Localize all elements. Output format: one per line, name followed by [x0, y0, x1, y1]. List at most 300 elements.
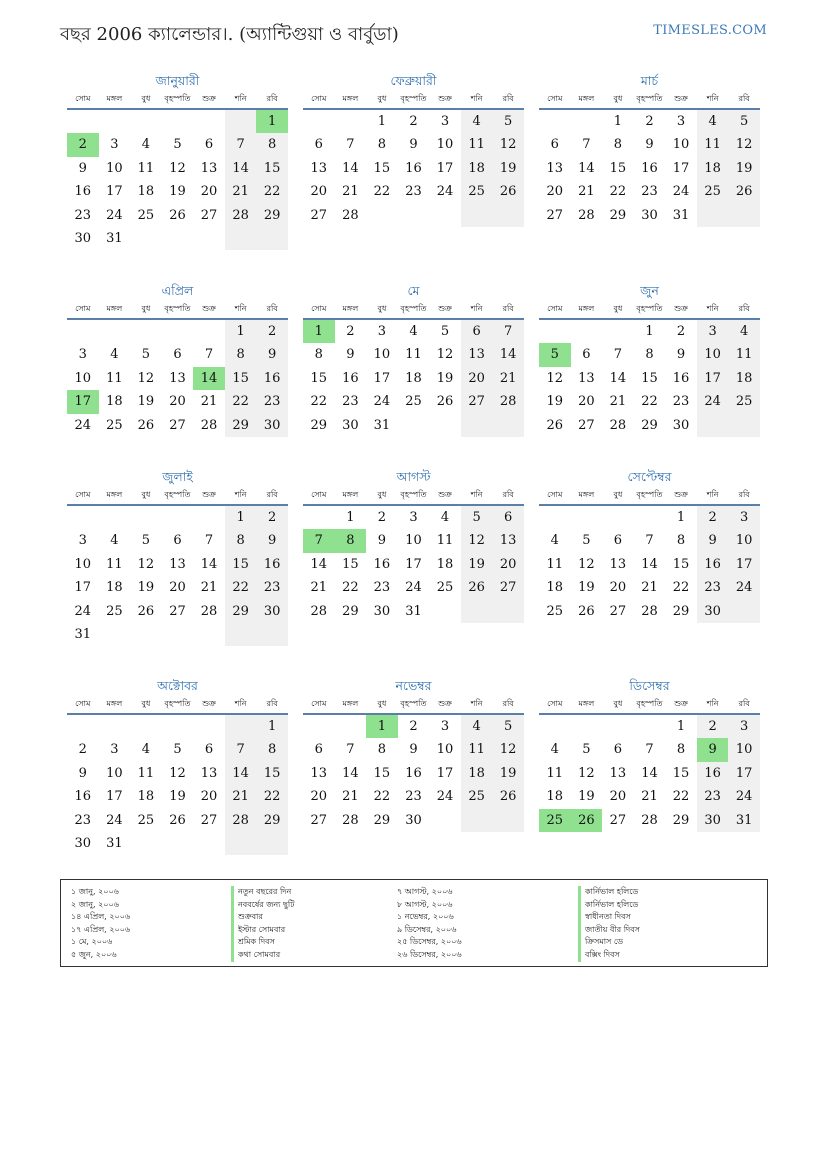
- weekday-label: মঙ্গল: [106, 94, 123, 103]
- day-cell: 16: [256, 553, 288, 576]
- weekday-label: বৃহস্পতি: [636, 94, 663, 103]
- day-cell: 22: [672, 789, 690, 805]
- empty-day-cell: [67, 506, 99, 529]
- day-cell: 7: [346, 137, 355, 153]
- day-cell: 14: [225, 157, 257, 180]
- day-cell: 23: [405, 789, 422, 805]
- day-cell: 18: [137, 789, 155, 805]
- day-cell: 14: [641, 556, 658, 572]
- empty-day-cell: [539, 320, 571, 343]
- day-cell: 28: [225, 204, 257, 227]
- legend-date: ৭ আগস্ট, ২০০৬: [397, 887, 453, 896]
- day-cell: 23: [672, 394, 690, 410]
- day-cell: 22: [342, 580, 359, 596]
- day-cell: 28: [200, 603, 218, 619]
- day-cell: 13: [310, 160, 328, 176]
- day-cell: 8: [256, 133, 288, 156]
- holiday-day-cell: 14: [193, 367, 225, 390]
- day-cell: 24: [106, 207, 123, 223]
- empty-day-cell: [256, 832, 288, 855]
- weekday-label: বুধ: [377, 94, 387, 103]
- weekday-label: শুক্র: [438, 94, 452, 103]
- empty-day-cell: [728, 414, 760, 437]
- day-cell: 19: [728, 157, 760, 180]
- week-row: [539, 576, 760, 599]
- day-cell: 22: [310, 394, 328, 410]
- day-cell: 14: [609, 370, 627, 386]
- empty-day-cell: [193, 832, 225, 855]
- day-cell: 9: [697, 529, 729, 552]
- day-cell: 25: [106, 603, 123, 619]
- day-cell: 19: [436, 370, 454, 386]
- day-cell: 31: [106, 230, 123, 246]
- day-cell: 3: [78, 347, 87, 363]
- day-cell: 8: [256, 738, 288, 761]
- empty-day-cell: [429, 600, 461, 623]
- weekday-label: রবি: [738, 94, 750, 103]
- day-cell: 10: [405, 533, 422, 549]
- day-cell: 17: [697, 367, 729, 390]
- week-row: [539, 506, 760, 529]
- day-cell: 13: [310, 765, 328, 781]
- empty-day-cell: [162, 715, 194, 738]
- month-calendar: [303, 677, 524, 832]
- day-cell: 6: [461, 320, 493, 343]
- day-cell: 24: [672, 184, 690, 200]
- day-cell: 9: [78, 765, 87, 781]
- site-link[interactable]: TIMESLES.COM: [653, 23, 767, 38]
- day-cell: 18: [106, 394, 123, 410]
- day-cell: 8: [225, 343, 257, 366]
- empty-day-cell: [492, 600, 524, 623]
- empty-day-cell: [130, 320, 162, 343]
- weekday-label: মঙ্গল: [578, 304, 595, 313]
- empty-day-cell: [571, 110, 603, 133]
- day-cell: 6: [204, 742, 214, 758]
- weekday-label: রবি: [502, 304, 514, 313]
- week-row: [303, 809, 524, 832]
- empty-day-cell: [162, 320, 194, 343]
- weekday-header: [303, 488, 524, 506]
- day-cell: 23: [697, 785, 729, 808]
- holiday-day-cell: 1: [303, 320, 335, 343]
- weekday-header: [539, 92, 760, 110]
- empty-day-cell: [67, 320, 99, 343]
- weekday-label: সোম: [311, 699, 327, 708]
- day-cell: 7: [645, 742, 654, 758]
- day-cell: 20: [310, 789, 328, 805]
- empty-day-cell: [571, 715, 603, 738]
- day-cell: 29: [342, 603, 359, 619]
- day-cell: 5: [492, 110, 524, 133]
- day-cell: 25: [106, 417, 123, 433]
- weekday-label: রবি: [738, 699, 750, 708]
- day-cell: 3: [676, 114, 686, 129]
- empty-day-cell: [728, 600, 760, 623]
- day-cell: 19: [169, 789, 186, 805]
- day-cell: 24: [106, 812, 123, 828]
- day-cell: 28: [492, 390, 524, 413]
- legend-name: কার্নিভাল হলিডে: [578, 886, 640, 899]
- weekday-label: সোম: [75, 94, 91, 103]
- day-cell: 24: [405, 580, 422, 596]
- week-row: [539, 715, 760, 738]
- empty-day-cell: [571, 320, 603, 343]
- weekday-header: [539, 697, 760, 715]
- day-cell: 6: [314, 137, 323, 153]
- legend-name: নববর্ষের জন্য ছুটি: [231, 899, 295, 912]
- month-days: [67, 320, 288, 437]
- day-cell: 11: [728, 343, 760, 366]
- empty-day-cell: [162, 832, 194, 855]
- weekday-label: বৃহস্পতি: [164, 94, 191, 103]
- day-cell: 30: [697, 809, 729, 832]
- month-name: অক্টোবর: [157, 678, 198, 693]
- day-cell: 19: [578, 789, 595, 805]
- day-cell: 13: [200, 160, 218, 176]
- day-cell: 5: [582, 742, 591, 758]
- day-cell: 29: [310, 417, 328, 433]
- holiday-day-cell: 17: [67, 390, 99, 413]
- day-cell: 19: [546, 394, 564, 410]
- day-cell: 2: [346, 324, 355, 339]
- day-cell: 12: [137, 556, 155, 572]
- day-cell: 7: [645, 533, 654, 549]
- day-cell: 29: [256, 204, 288, 227]
- weekday-label: রবি: [266, 699, 278, 708]
- day-cell: 31: [672, 207, 690, 223]
- week-row: [67, 414, 288, 437]
- day-cell: 30: [342, 417, 359, 433]
- empty-day-cell: [130, 227, 162, 250]
- weekday-label: শনি: [706, 304, 719, 313]
- day-cell: 10: [436, 742, 454, 758]
- holiday-day-cell: 1: [256, 110, 288, 133]
- weekday-label: শনি: [470, 304, 483, 313]
- day-cell: 6: [314, 742, 323, 758]
- day-cell: 28: [342, 812, 359, 828]
- empty-day-cell: [335, 715, 367, 738]
- day-cell: 17: [74, 580, 92, 596]
- month-name: ডিসেম্বর: [629, 678, 670, 693]
- day-cell: 4: [461, 715, 493, 738]
- day-cell: 17: [436, 765, 454, 781]
- empty-day-cell: [602, 320, 634, 343]
- week-row: [67, 180, 288, 203]
- day-cell: 9: [256, 529, 288, 552]
- day-cell: 30: [373, 603, 391, 619]
- weekday-label: বৃহস্পতি: [636, 699, 663, 708]
- day-cell: 29: [225, 414, 257, 437]
- day-cell: 24: [74, 603, 92, 619]
- day-cell: 12: [492, 738, 524, 761]
- day-cell: 3: [110, 742, 119, 758]
- day-cell: 9: [645, 137, 654, 153]
- legend-name: শুক্রবার: [231, 911, 295, 924]
- weekday-label: বুধ: [613, 699, 623, 708]
- day-cell: 3: [697, 320, 729, 343]
- day-cell: 5: [141, 533, 151, 549]
- day-cell: 22: [373, 789, 391, 805]
- weekday-label: মঙ্গল: [578, 94, 595, 103]
- holiday-day-cell: 2: [67, 133, 99, 156]
- weekday-label: বুধ: [377, 490, 387, 499]
- day-cell: 30: [74, 835, 92, 851]
- day-cell: 20: [546, 184, 564, 200]
- day-cell: 12: [436, 347, 454, 363]
- day-cell: 8: [645, 347, 654, 363]
- day-cell: 11: [546, 765, 564, 781]
- empty-day-cell: [602, 506, 634, 529]
- day-cell: 20: [200, 789, 218, 805]
- week-row: [67, 157, 288, 180]
- day-cell: 2: [697, 715, 729, 738]
- day-cell: 2: [409, 719, 418, 734]
- day-cell: 5: [461, 506, 493, 529]
- month-days: [539, 506, 760, 623]
- week-row: [67, 367, 288, 390]
- day-cell: 11: [106, 556, 123, 572]
- day-cell: 15: [256, 157, 288, 180]
- day-cell: 18: [137, 184, 155, 200]
- month-calendar: [67, 72, 288, 250]
- day-cell: 17: [436, 160, 454, 176]
- weekday-label: বুধ: [377, 699, 387, 708]
- day-cell: 5: [173, 137, 182, 153]
- week-row: [67, 715, 288, 738]
- day-cell: 11: [405, 347, 422, 363]
- weekday-header: [303, 302, 524, 320]
- month-calendar: [303, 468, 524, 623]
- day-cell: 15: [373, 765, 391, 781]
- weekday-label: রবি: [266, 304, 278, 313]
- day-cell: 28: [641, 603, 658, 619]
- day-cell: 21: [310, 580, 328, 596]
- day-cell: 10: [106, 765, 123, 781]
- day-cell: 22: [373, 184, 391, 200]
- empty-day-cell: [193, 320, 225, 343]
- week-row: [67, 390, 288, 413]
- weekday-label: মঙ্গল: [106, 304, 123, 313]
- day-cell: 24: [728, 576, 760, 599]
- weekday-label: বৃহস্পতি: [636, 490, 663, 499]
- month-days: [539, 715, 760, 832]
- day-cell: 6: [173, 347, 182, 363]
- weekday-header: [67, 302, 288, 320]
- legend-dates-col-1: [71, 886, 130, 962]
- day-cell: 7: [225, 738, 257, 761]
- day-cell: 21: [609, 394, 627, 410]
- weekday-label: শুক্র: [438, 304, 452, 313]
- empty-day-cell: [697, 414, 729, 437]
- day-cell: 27: [461, 390, 493, 413]
- weekday-label: শনি: [234, 699, 247, 708]
- day-cell: 12: [578, 765, 595, 781]
- day-cell: 21: [641, 789, 658, 805]
- weekday-label: রবি: [502, 94, 514, 103]
- day-cell: 3: [728, 506, 760, 529]
- day-cell: 30: [641, 207, 658, 223]
- day-cell: 5: [582, 533, 591, 549]
- day-cell: 30: [405, 812, 422, 828]
- day-cell: 28: [342, 207, 359, 223]
- day-cell: 20: [461, 367, 493, 390]
- day-cell: 15: [256, 762, 288, 785]
- day-cell: 3: [377, 324, 387, 339]
- week-row: [303, 762, 524, 785]
- empty-day-cell: [193, 110, 225, 133]
- weekday-header: [303, 92, 524, 110]
- week-row: [303, 343, 524, 366]
- day-cell: 26: [137, 417, 155, 433]
- weekday-label: বুধ: [141, 699, 151, 708]
- day-cell: 20: [310, 184, 328, 200]
- day-cell: 16: [405, 160, 422, 176]
- legend-date: ২৬ ডিসেম্বর, ২০০৬: [397, 949, 462, 959]
- weekday-label: শুক্র: [674, 94, 688, 103]
- day-cell: 31: [405, 603, 422, 619]
- day-cell: 31: [106, 835, 123, 851]
- day-cell: 21: [225, 785, 257, 808]
- week-row: [539, 529, 760, 552]
- day-cell: 18: [697, 157, 729, 180]
- empty-day-cell: [492, 204, 524, 227]
- day-cell: 10: [74, 556, 92, 572]
- weekday-label: শনি: [234, 304, 247, 313]
- day-cell: 27: [609, 603, 627, 619]
- weekday-label: শুক্র: [202, 94, 216, 103]
- week-row: [67, 600, 288, 623]
- day-cell: 2: [409, 114, 418, 129]
- month-calendar: [67, 282, 288, 437]
- month-name: সেপ্টেম্বর: [627, 469, 672, 484]
- day-cell: 23: [256, 576, 288, 599]
- weekday-label: বৃহস্পতি: [164, 699, 191, 708]
- empty-day-cell: [539, 715, 571, 738]
- day-cell: 8: [377, 137, 387, 153]
- day-cell: 19: [578, 580, 595, 596]
- day-cell: 20: [492, 553, 524, 576]
- day-cell: 1: [613, 114, 623, 129]
- day-cell: 8: [676, 742, 686, 758]
- day-cell: 16: [641, 160, 658, 176]
- day-cell: 7: [204, 533, 214, 549]
- day-cell: 26: [169, 812, 186, 828]
- week-row: [303, 529, 524, 552]
- day-cell: 5: [173, 742, 182, 758]
- month-days: [303, 320, 524, 437]
- legend-names-col-1: [231, 886, 295, 962]
- weekday-label: রবি: [266, 94, 278, 103]
- empty-day-cell: [225, 110, 257, 133]
- week-row: [67, 576, 288, 599]
- weekday-label: রবি: [738, 304, 750, 313]
- weekday-label: সোম: [547, 490, 563, 499]
- day-cell: 27: [169, 417, 186, 433]
- month-calendar: [539, 282, 760, 437]
- day-cell: 9: [346, 347, 355, 363]
- day-cell: 1: [225, 320, 257, 343]
- day-cell: 26: [546, 417, 564, 433]
- day-cell: 23: [641, 184, 658, 200]
- day-cell: 12: [578, 556, 595, 572]
- empty-day-cell: [162, 506, 194, 529]
- week-row: [539, 320, 760, 343]
- day-cell: 4: [110, 347, 119, 363]
- month-calendar: [67, 468, 288, 646]
- day-cell: 31: [373, 417, 391, 433]
- day-cell: 8: [676, 533, 686, 549]
- day-cell: 16: [74, 184, 92, 200]
- day-cell: 12: [137, 370, 155, 386]
- month-calendar: [303, 282, 524, 437]
- day-cell: 13: [609, 765, 627, 781]
- day-cell: 15: [641, 370, 658, 386]
- week-row: [539, 762, 760, 785]
- empty-day-cell: [461, 204, 493, 227]
- weekday-label: মঙ্গল: [342, 490, 359, 499]
- day-cell: 5: [492, 715, 524, 738]
- day-cell: 5: [728, 110, 760, 133]
- weekday-label: বুধ: [613, 94, 623, 103]
- empty-day-cell: [492, 809, 524, 832]
- day-cell: 4: [440, 510, 450, 525]
- day-cell: 13: [546, 160, 564, 176]
- day-cell: 8: [377, 742, 387, 758]
- day-cell: 31: [74, 626, 92, 642]
- legend-date: ৯ ডিসেম্বর, ২০০৬: [397, 924, 457, 934]
- day-cell: 12: [461, 529, 493, 552]
- day-cell: 23: [697, 576, 729, 599]
- legend-dates-col-2: [397, 886, 462, 962]
- holiday-day-cell: 8: [335, 529, 367, 552]
- weekday-label: বুধ: [141, 304, 151, 313]
- empty-day-cell: [398, 414, 430, 437]
- holiday-day-cell: 9: [697, 738, 729, 761]
- day-cell: 21: [225, 180, 257, 203]
- legend-name: শ্রমিক দিবস: [231, 936, 295, 949]
- day-cell: 11: [436, 533, 454, 549]
- day-cell: 20: [169, 394, 186, 410]
- day-cell: 9: [676, 347, 686, 363]
- day-cell: 17: [373, 370, 391, 386]
- week-row: [539, 110, 760, 133]
- legend-date: ১ জানু, ২০০৬: [71, 887, 119, 896]
- month-name: মে: [407, 283, 420, 298]
- day-cell: 21: [578, 184, 595, 200]
- day-cell: 15: [672, 765, 690, 781]
- day-cell: 12: [546, 370, 564, 386]
- weekday-label: মঙ্গল: [106, 490, 123, 499]
- month-name: জানুয়ারী: [155, 73, 200, 88]
- empty-day-cell: [99, 506, 131, 529]
- month-days: [539, 110, 760, 227]
- day-cell: 29: [225, 600, 257, 623]
- day-cell: 7: [492, 320, 524, 343]
- day-cell: 25: [461, 785, 493, 808]
- week-row: [67, 133, 288, 156]
- day-cell: 9: [409, 742, 418, 758]
- week-row: [539, 785, 760, 808]
- empty-day-cell: [193, 227, 225, 250]
- empty-day-cell: [539, 110, 571, 133]
- day-cell: 23: [373, 580, 391, 596]
- month-name: মার্চ: [640, 73, 659, 88]
- day-cell: 2: [78, 742, 87, 758]
- day-cell: 27: [578, 417, 595, 433]
- weekday-header: [539, 302, 760, 320]
- day-cell: 13: [200, 765, 218, 781]
